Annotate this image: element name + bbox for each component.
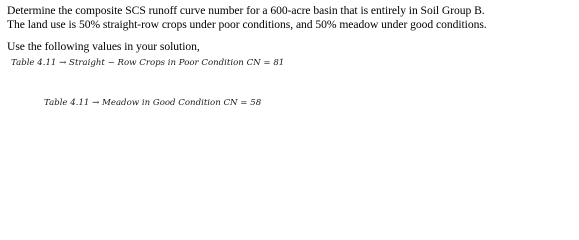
problem-text-line-1: Determine the composite SCS runoff curve number for a 600-acre basin that is entirely in Soil Group B. — [7, 4, 485, 17]
instruction-text: Use the following values in your solution, — [7, 40, 200, 53]
problem-text-line-2: The land use is 50% straight-row crops under poor conditions, and 50% meadow under good conditions. — [7, 18, 487, 31]
curve-number-meadow: Table 4.11 → Meadow in Good Condition CN = 58 — [44, 98, 262, 108]
curve-number-row-crops: Table 4.11 → Straight − Row Crops in Poor Condition CN = 81 — [11, 58, 285, 68]
